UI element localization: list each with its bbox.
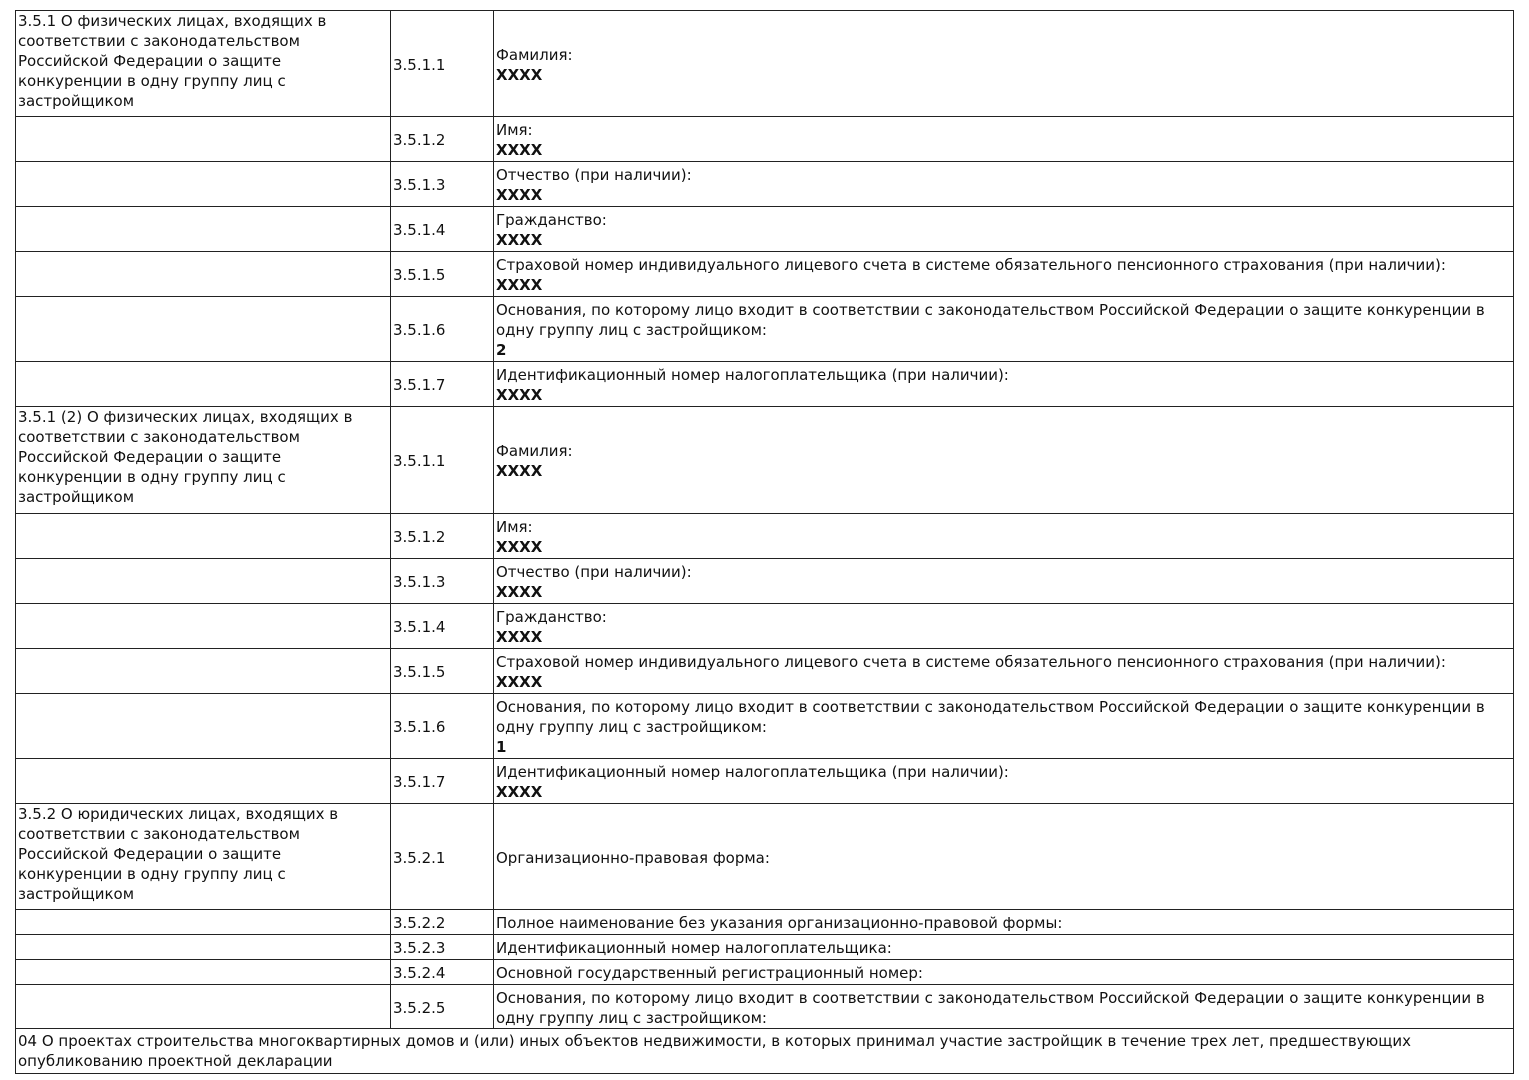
table-row — [16, 649, 1514, 694]
item-code: 3.5.2.3 — [391, 935, 494, 960]
section-cell — [16, 162, 391, 207]
field-cell — [494, 297, 1514, 362]
table-row — [16, 514, 1514, 559]
section-heading: 04 О проектах строительства многоквартирных домов и (или) иных объектов недвижимости, в которых принимал участие застройщик в течение трех лет, предшествующих опубликованию проектной декларации — [16, 1029, 1514, 1074]
item-code: 3.5.1.3 — [391, 162, 494, 207]
table-row — [16, 910, 1514, 935]
section-cell: 3.5.1 О физических лицах, входящих в соответствии с законодательством Российской Федерации о защите конкуренции в одну группу лиц с застройщиком — [16, 11, 391, 117]
item-code: 3.5.2.5 — [391, 985, 494, 1029]
item-code: 3.5.2.4 — [391, 960, 494, 985]
field-cell — [494, 362, 1514, 407]
section-cell — [16, 985, 391, 1029]
field-value: XXXX — [496, 538, 543, 556]
table-row — [16, 694, 1514, 759]
item-code: 3.5.1.2 — [391, 117, 494, 162]
field-label: Идентификационный номер налогоплательщика: — [496, 939, 892, 957]
field-cell — [494, 604, 1514, 649]
field-value: XXXX — [496, 583, 543, 601]
item-code: 3.5.1.5 — [391, 252, 494, 297]
item-code: 3.5.1.1 — [391, 11, 494, 117]
field-cell — [494, 514, 1514, 559]
field-value: 1 — [496, 738, 507, 756]
field-value: XXXX — [496, 673, 543, 691]
field-label: Основной государственный регистрационный номер: — [496, 964, 923, 982]
item-code: 3.5.1.3 — [391, 559, 494, 604]
field-value: XXXX — [496, 186, 543, 204]
field-label: Организационно-правовая форма: — [496, 848, 770, 867]
field-cell — [494, 910, 1514, 935]
field-label: Фамилия: — [496, 45, 573, 64]
field-cell — [494, 649, 1514, 694]
section-cell — [16, 297, 391, 362]
field-label: Отчество (при наличии): — [496, 563, 692, 581]
table-row — [16, 11, 1514, 117]
item-code: 3.5.1.5 — [391, 649, 494, 694]
table-row — [16, 207, 1514, 252]
field-label: Гражданство: — [496, 211, 607, 229]
field-cell — [494, 559, 1514, 604]
item-code: 3.5.2.1 — [391, 804, 494, 910]
field-value: XXXX — [496, 65, 543, 84]
section-cell: 3.5.1 (2) О физических лицах, входящих в соответствии с законодательством Российской Федерации о защите конкуренции в одну группу лиц с застройщиком — [16, 407, 391, 514]
item-code: 3.5.1.4 — [391, 207, 494, 252]
section-cell — [16, 960, 391, 985]
field-label: Имя: — [496, 518, 533, 536]
item-code: 3.5.1.7 — [391, 759, 494, 804]
field-cell — [494, 252, 1514, 297]
section-cell — [16, 604, 391, 649]
field-value: XXXX — [496, 386, 543, 404]
table-row — [16, 759, 1514, 804]
item-code: 3.5.2.2 — [391, 910, 494, 935]
field-value: XXXX — [496, 783, 543, 801]
item-code: 3.5.1.7 — [391, 362, 494, 407]
section-cell — [16, 649, 391, 694]
field-label: Фамилия: — [496, 442, 573, 460]
section-cell — [16, 759, 391, 804]
field-cell — [494, 407, 1514, 514]
field-label: Основания, по которому лицо входит в соответствии с законодательством Российской Федерации о защите конкуренции в одну группу лиц с застройщиком: — [496, 988, 1485, 1027]
field-value: XXXX — [496, 628, 543, 646]
table-row — [16, 117, 1514, 162]
section-cell — [16, 694, 391, 759]
table-row — [16, 604, 1514, 649]
field-cell — [494, 207, 1514, 252]
section-cell — [16, 935, 391, 960]
table-row — [16, 362, 1514, 407]
field-label: Страховой номер индивидуального лицевого счета в системе обязательного пенсионного страхования (при наличии): — [496, 653, 1446, 671]
field-cell — [494, 985, 1514, 1029]
field-label: Основания, по которому лицо входит в соответствии с законодательством Российской Федерации о защите конкуренции в одну группу лиц с застройщиком: — [496, 698, 1485, 736]
table-row — [16, 559, 1514, 604]
field-value: XXXX — [496, 231, 543, 249]
field-label: Гражданство: — [496, 608, 607, 626]
field-label: Отчество (при наличии): — [496, 166, 692, 184]
section-cell — [16, 910, 391, 935]
item-code: 3.5.1.6 — [391, 694, 494, 759]
field-value: XXXX — [496, 141, 543, 159]
declaration-table — [15, 10, 1514, 1074]
table-row — [16, 985, 1514, 1029]
section-cell: 3.5.2 О юридических лицах, входящих в соответствии с законодательством Российской Федерации о защите конкуренции в одну группу лиц с застройщиком — [16, 804, 391, 910]
table-row — [16, 1029, 1514, 1074]
field-label: Основания, по которому лицо входит в соответствии с законодательством Российской Федерации о защите конкуренции в одну группу лиц с застройщиком: — [496, 301, 1485, 339]
field-label: Страховой номер индивидуального лицевого счета в системе обязательного пенсионного страхования (при наличии): — [496, 256, 1446, 274]
field-cell — [494, 960, 1514, 985]
table-row — [16, 407, 1514, 514]
table-row — [16, 960, 1514, 985]
field-value: XXXX — [496, 276, 543, 294]
field-value: 2 — [496, 341, 507, 359]
field-cell — [494, 935, 1514, 960]
section-cell — [16, 207, 391, 252]
section-cell — [16, 362, 391, 407]
field-cell — [494, 117, 1514, 162]
field-label: Имя: — [496, 121, 533, 139]
field-cell — [494, 11, 1514, 117]
field-cell — [494, 694, 1514, 759]
section-cell — [16, 514, 391, 559]
item-code: 3.5.1.2 — [391, 514, 494, 559]
item-code: 3.5.1.1 — [391, 407, 494, 514]
field-cell — [494, 804, 1514, 910]
table-row — [16, 252, 1514, 297]
item-code: 3.5.1.6 — [391, 297, 494, 362]
field-label: Идентификационный номер налогоплательщика (при наличии): — [496, 366, 1009, 384]
field-cell — [494, 759, 1514, 804]
table-row — [16, 297, 1514, 362]
field-label: Идентификационный номер налогоплательщика (при наличии): — [496, 763, 1009, 781]
field-value: XXXX — [496, 462, 543, 480]
section-cell — [16, 252, 391, 297]
table-row — [16, 935, 1514, 960]
table-row — [16, 804, 1514, 910]
table-row — [16, 162, 1514, 207]
item-code: 3.5.1.4 — [391, 604, 494, 649]
field-label: Полное наименование без указания организационно-правовой формы: — [496, 914, 1063, 932]
section-cell — [16, 559, 391, 604]
field-cell — [494, 162, 1514, 207]
section-cell — [16, 117, 391, 162]
